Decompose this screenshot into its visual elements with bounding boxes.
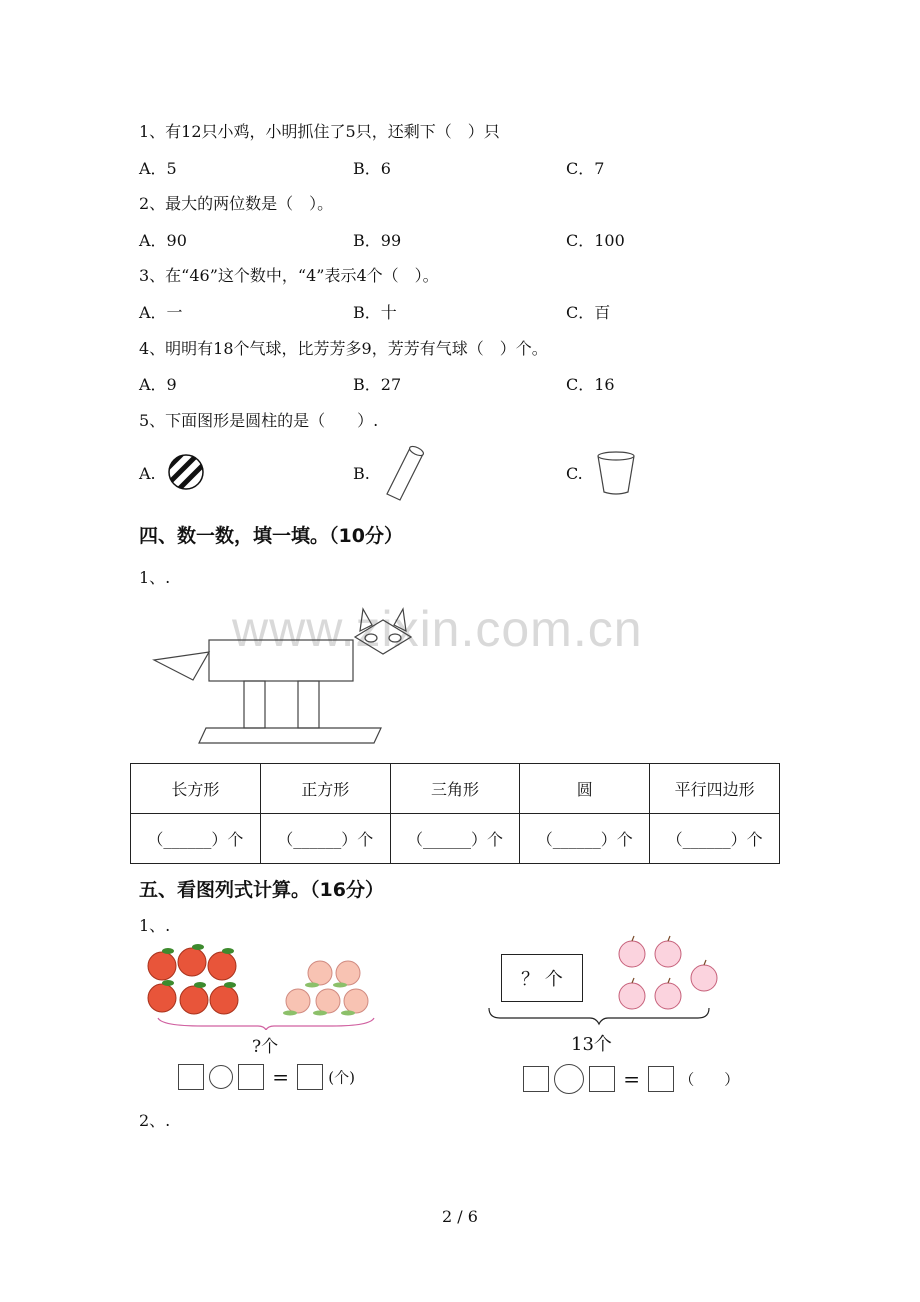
section-5-item-2: 2、. xyxy=(139,1111,171,1130)
q2-option-c: C．100 xyxy=(566,231,625,250)
q3-option-c: C．百 xyxy=(566,303,611,322)
q1-option-a: A．5 xyxy=(139,159,177,178)
question-5: 5、下面图形是圆柱的是（ ）. xyxy=(139,411,379,430)
q4-option-b: B．27 xyxy=(353,375,402,394)
section-4-item: 1、. xyxy=(139,568,171,587)
cylinder-icon xyxy=(380,442,430,504)
question-3: 3、在“46”这个数中，“4”表示4个（ ）。 xyxy=(139,266,439,285)
q2-option-a: A．90 xyxy=(139,231,187,250)
shape-animal-figure xyxy=(150,606,420,750)
q1-option-b: B．6 xyxy=(353,159,391,178)
q5-option-c: C. xyxy=(566,464,583,483)
q3-option-a: A．一 xyxy=(139,303,183,322)
left-operator-circle[interactable] xyxy=(209,1065,233,1089)
unknown-count-box: ？ 个 xyxy=(501,954,583,1002)
answer-square[interactable]: （______）个 xyxy=(260,814,390,864)
section-5-title: 五、看图列式计算。（16分） xyxy=(139,879,384,901)
question-2: 2、最大的两位数是（ ）。 xyxy=(139,194,334,213)
cup-icon xyxy=(594,448,638,498)
section-5-item-1: 1、. xyxy=(139,916,171,935)
answer-rectangle[interactable]: （______）个 xyxy=(131,814,261,864)
right-answer-box-1[interactable] xyxy=(523,1066,549,1092)
q5-option-a: A. xyxy=(139,464,156,483)
right-brace xyxy=(486,1006,712,1026)
apples-peaches-figure xyxy=(142,938,382,1030)
right-answer-box-3[interactable] xyxy=(648,1066,674,1092)
shape-count-table xyxy=(130,763,780,864)
answer-parallelogram[interactable]: （______）个 xyxy=(650,814,780,864)
left-total-label: ?个 xyxy=(252,1037,279,1057)
q1-option-c: C．7 xyxy=(566,159,605,178)
right-total-label: 13个 xyxy=(571,1034,612,1055)
question-4: 4、明明有18个气球，比芳芳多9，芳芳有气球（ ）个。 xyxy=(139,339,548,358)
section-4-title: 四、数一数，填一填。（10分） xyxy=(139,525,403,547)
left-answer-box-1[interactable] xyxy=(178,1064,204,1090)
header-parallelogram: 平行四边形 xyxy=(650,764,780,814)
q5-option-b: B. xyxy=(353,464,370,483)
header-rectangle: 长方形 xyxy=(131,764,261,814)
watermark-text: www.zixin.com.cn xyxy=(232,601,643,657)
answer-triangle[interactable]: （______）个 xyxy=(390,814,520,864)
right-operator-circle[interactable] xyxy=(554,1064,584,1094)
table-header-row xyxy=(131,764,780,814)
right-answer-box-2[interactable] xyxy=(589,1066,615,1092)
q3-option-b: B．十 xyxy=(353,303,397,322)
q4-option-c: C．16 xyxy=(566,375,615,394)
left-answer-box-3[interactable] xyxy=(297,1064,323,1090)
header-circle: 圆 xyxy=(520,764,650,814)
q4-option-a: A．9 xyxy=(139,375,177,394)
striped-ball-icon xyxy=(166,452,206,492)
left-equation xyxy=(178,1064,355,1090)
question-1: 1、有12只小鸡，小明抓住了5只，还剩下（ ）只 xyxy=(139,122,500,141)
page-number: 2 / 6 xyxy=(442,1207,478,1226)
header-triangle: 三角形 xyxy=(390,764,520,814)
right-unit: （ ） xyxy=(679,1070,740,1089)
right-equation xyxy=(523,1064,739,1094)
table-answer-row xyxy=(131,814,780,864)
left-equals-sign: = xyxy=(272,1065,290,1089)
q2-option-b: B．99 xyxy=(353,231,402,250)
header-square: 正方形 xyxy=(260,764,390,814)
left-unit: (个) xyxy=(328,1068,355,1087)
answer-circle[interactable]: （______）个 xyxy=(520,814,650,864)
left-answer-box-2[interactable] xyxy=(238,1064,264,1090)
right-equals-sign: = xyxy=(623,1067,641,1091)
